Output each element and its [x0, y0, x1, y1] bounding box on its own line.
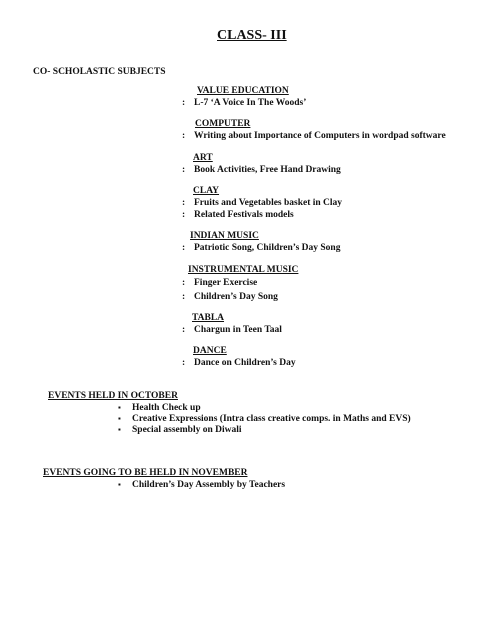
- subject-art: ART: [193, 153, 213, 163]
- event-item: ▪ Health Check up: [118, 403, 201, 413]
- event-item: ▪ Creative Expressions (Intra class creative comps. in Maths and EVS): [118, 414, 411, 424]
- subject-item: : Book Activities, Free Hand Drawing: [182, 165, 341, 175]
- bullet-icon: ▪: [118, 425, 121, 434]
- subject-item: : Children’s Day Song: [182, 292, 278, 302]
- colon-marker: :: [182, 243, 186, 253]
- colon-marker: :: [182, 165, 186, 175]
- subject-dance: DANCE: [193, 346, 227, 356]
- page-title: CLASS- III: [217, 28, 287, 43]
- bullet-icon: ▪: [118, 480, 121, 489]
- colon-marker: :: [182, 292, 186, 302]
- bullet-icon: ▪: [118, 403, 121, 412]
- subject-item: : Dance on Children’s Day: [182, 358, 296, 368]
- bullet-icon: ▪: [118, 414, 121, 423]
- subject-item: : Fruits and Vegetables basket in Clay: [182, 198, 343, 208]
- subject-item: : Writing about Importance of Computers in wordpad software: [182, 131, 446, 141]
- colon-marker: :: [182, 98, 186, 108]
- subject-indian-music: INDIAN MUSIC: [190, 231, 259, 241]
- subject-computer: COMPUTER: [195, 119, 251, 129]
- subject-item: : Finger Exercise: [182, 278, 258, 288]
- subject-item: : Chargun in Teen Taal: [182, 325, 282, 335]
- colon-marker: :: [182, 198, 186, 208]
- subject-value-education: VALUE EDUCATION: [197, 86, 289, 96]
- subject-item: : Patriotic Song, Children’s Day Song: [182, 243, 341, 253]
- colon-marker: :: [182, 358, 186, 368]
- subject-tabla: TABLA: [192, 313, 225, 323]
- subject-instrumental-music: INSTRUMENTAL MUSIC: [188, 265, 299, 275]
- colon-marker: :: [182, 278, 186, 288]
- event-item: ▪ Special assembly on Diwali: [118, 425, 242, 435]
- co-scholastic-heading: CO- SCHOLASTIC SUBJECTS: [33, 67, 166, 77]
- subject-clay: CLAY: [193, 186, 220, 196]
- event-item: ▪ Children’s Day Assembly by Teachers: [118, 480, 286, 490]
- colon-marker: :: [182, 131, 186, 141]
- colon-marker: :: [182, 210, 186, 220]
- subject-item: : L-7 ‘A Voice In The Woods’: [182, 98, 307, 108]
- subject-item: : Related Festivals models: [182, 210, 294, 220]
- events-october-heading: EVENTS HELD IN OCTOBER: [48, 391, 178, 401]
- colon-marker: :: [182, 325, 186, 335]
- events-november-heading: EVENTS GOING TO BE HELD IN NOVEMBER: [43, 468, 248, 478]
